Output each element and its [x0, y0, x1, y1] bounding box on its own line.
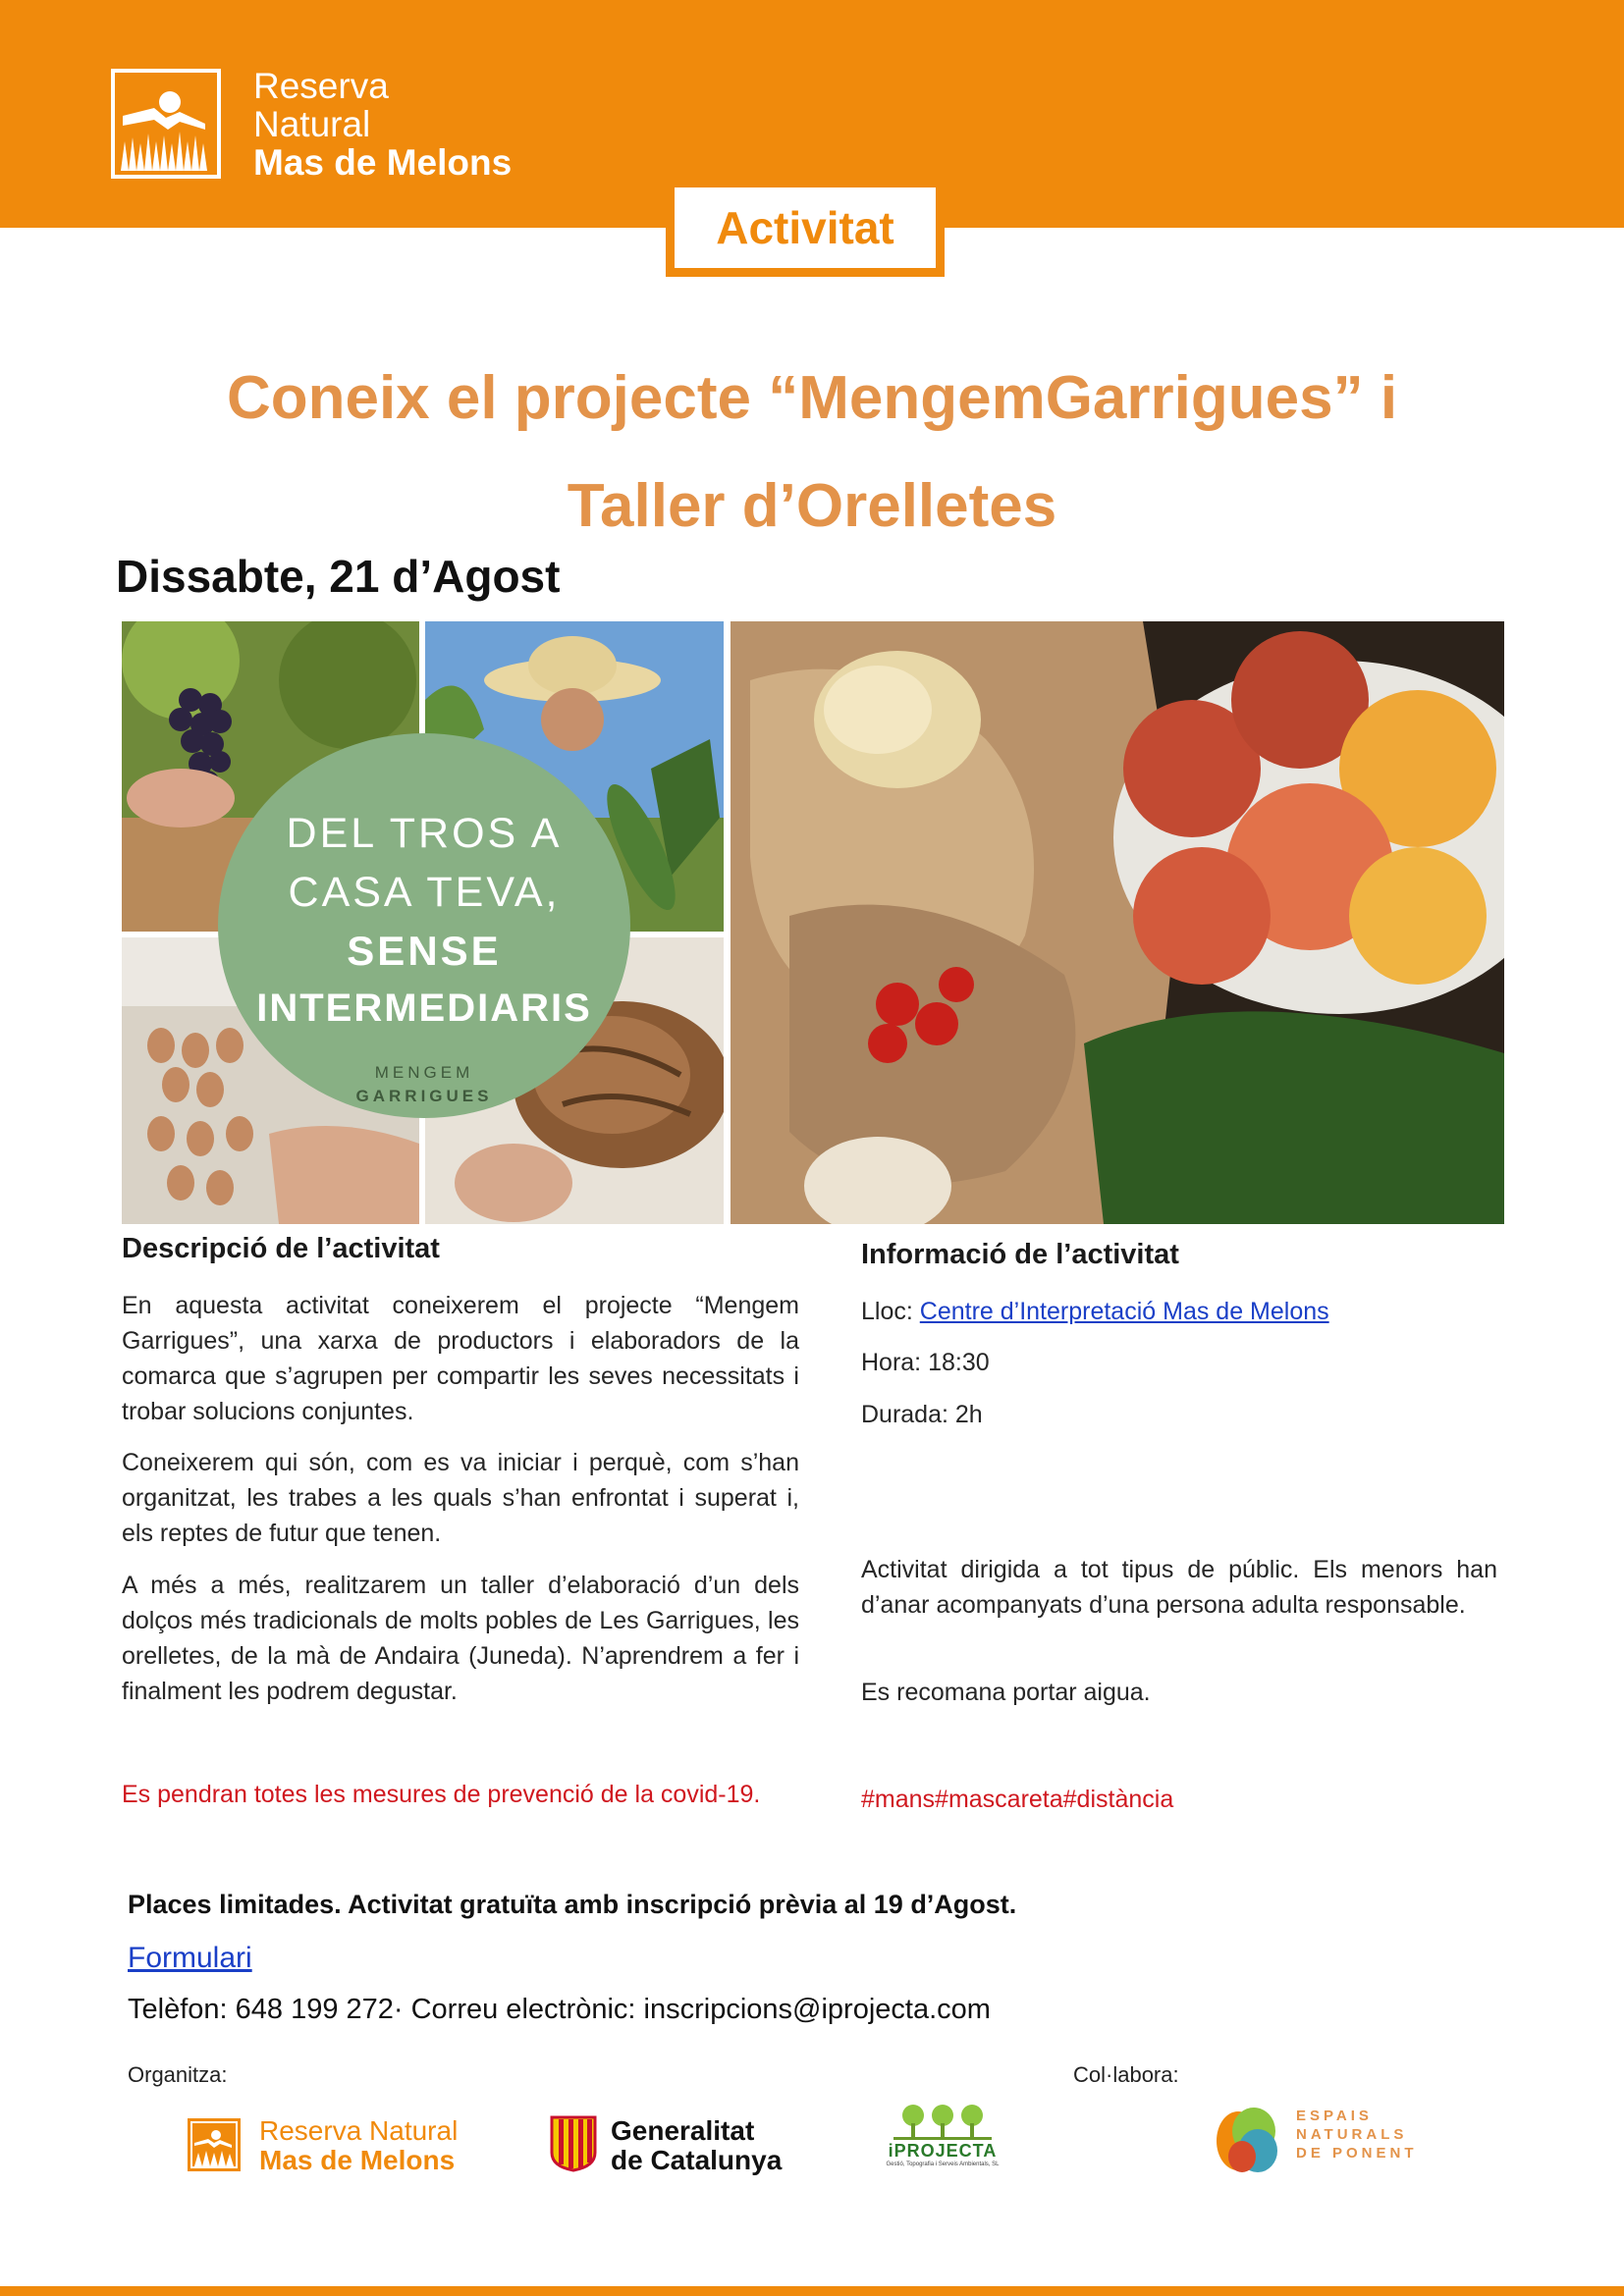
iprojecta-logo	[874, 2104, 1011, 2172]
form-link[interactable]: Formulari	[128, 1942, 252, 1974]
place-link[interactable]: Centre d’Interpretació Mas de Melons	[919, 1298, 1329, 1325]
place-label: Lloc:	[861, 1298, 920, 1325]
generalitat-line-2: de Catalunya	[611, 2145, 783, 2175]
circle-line-2: CASA TEVA,	[288, 869, 561, 916]
description-paragraph-3: A més a més, realitzarem un taller d’elaboració d’un dels dolços més tradicionals de molts pobles de Les Garrigues, les orelletes, de la mà de Andaira (Juneda). N’aprendrem a fer i finalment les podrem degustar.	[122, 1572, 799, 1705]
iprojecta-trees-icon	[874, 2104, 1011, 2143]
footer-rn-line-1: Reserva Natural	[259, 2115, 459, 2146]
espais-line-3: DE PONENT	[1296, 2145, 1418, 2162]
generalitat-text	[611, 2116, 782, 2175]
event-date: Dissabte, 21 d’Agost	[116, 551, 561, 602]
places-notice: Places limitades. Activitat gratuïta amb inscripció prèvia al 19 d’Agost.	[128, 1890, 1017, 1919]
logo-line-2: Natural	[253, 104, 371, 144]
iprojecta-name: iPROJECTA	[888, 2141, 998, 2161]
circle-line-4: INTERMEDIARIS	[256, 987, 592, 1030]
info-heading: Informació de l’activitat	[861, 1239, 1179, 1270]
info-audience: Activitat dirigida a tot tipus de públic. Els menors han d’anar acompanyats d’una persona adulta responsable.	[861, 1556, 1497, 1619]
info-hashtags: #mans#mascareta#distància	[861, 1786, 1174, 1813]
description-heading: Descripció de l’activitat	[122, 1233, 440, 1264]
description-paragraph-2: Coneixerem qui són, com es va iniciar i perquè, com s’han organitzat, les trabes a les quals s’han enfrontat i superat i, els reptes de futur que tenen.	[122, 1449, 799, 1547]
organitza-label: Organitza:	[128, 2062, 228, 2087]
footer-band	[0, 2286, 1624, 2296]
photo-fruits	[731, 621, 1504, 1224]
title-line-2: Taller d’Orelletes	[567, 472, 1057, 540]
generalitat-emblem-icon	[550, 2115, 597, 2172]
activitat-label: Activitat	[716, 202, 894, 253]
description-paragraph-1: En aquesta activitat coneixerem el projecte “Mengem Garrigues”, una xarxa de productors i elaboradors de la comarca que s’agrupen per compartir les seves necessitats i trobar solucions conjuntes.	[122, 1292, 799, 1425]
reserva-logo-text	[253, 67, 512, 182]
espais-naturals-icon	[1211, 2100, 1289, 2178]
info-time: Hora: 18:30	[861, 1349, 990, 1376]
reserva-logo-icon	[111, 69, 221, 179]
espais-naturals-text	[1296, 2107, 1418, 2163]
generalitat-line-1: Generalitat	[611, 2115, 755, 2146]
iprojecta-subtitle: Gestió, Topografia i Serveis Ambientals, SL	[886, 2162, 1000, 2167]
mengem-brand-top: MENGEM	[374, 1063, 474, 1082]
circle-line-1: DEL TROS A	[286, 810, 563, 857]
espais-line-2: NATURALS	[1296, 2126, 1408, 2143]
footer-reserva-text	[259, 2116, 458, 2175]
contact-line: Telèfon: 648 199 272· Correu electrònic: inscripcions@iprojecta.com	[128, 1994, 991, 2025]
info-duration: Durada: 2h	[861, 1401, 983, 1428]
footer-rn-line-2: Mas de Melons	[259, 2145, 456, 2175]
title-line-1: Coneix el projecte “MengemGarrigues” i	[226, 364, 1398, 432]
logo-line-3: Mas de Melons	[253, 142, 513, 183]
activitat-tab	[666, 179, 945, 277]
logo-line-1: Reserva	[253, 66, 389, 106]
covid-notice: Es pendran totes les mesures de prevenció de la covid-19.	[122, 1781, 761, 1808]
mengem-brand-bottom: GARRIGUES	[355, 1087, 493, 1105]
footer-reserva-logo-icon	[188, 2118, 241, 2171]
mengem-circle	[218, 733, 630, 1118]
espais-line-1: ESPAIS	[1296, 2108, 1373, 2124]
info-water: Es recomana portar aigua.	[861, 1679, 1151, 1706]
collabora-label: Col·labora:	[1073, 2062, 1179, 2087]
info-place	[861, 1294, 1509, 1329]
circle-line-3: SENSE	[347, 928, 502, 974]
